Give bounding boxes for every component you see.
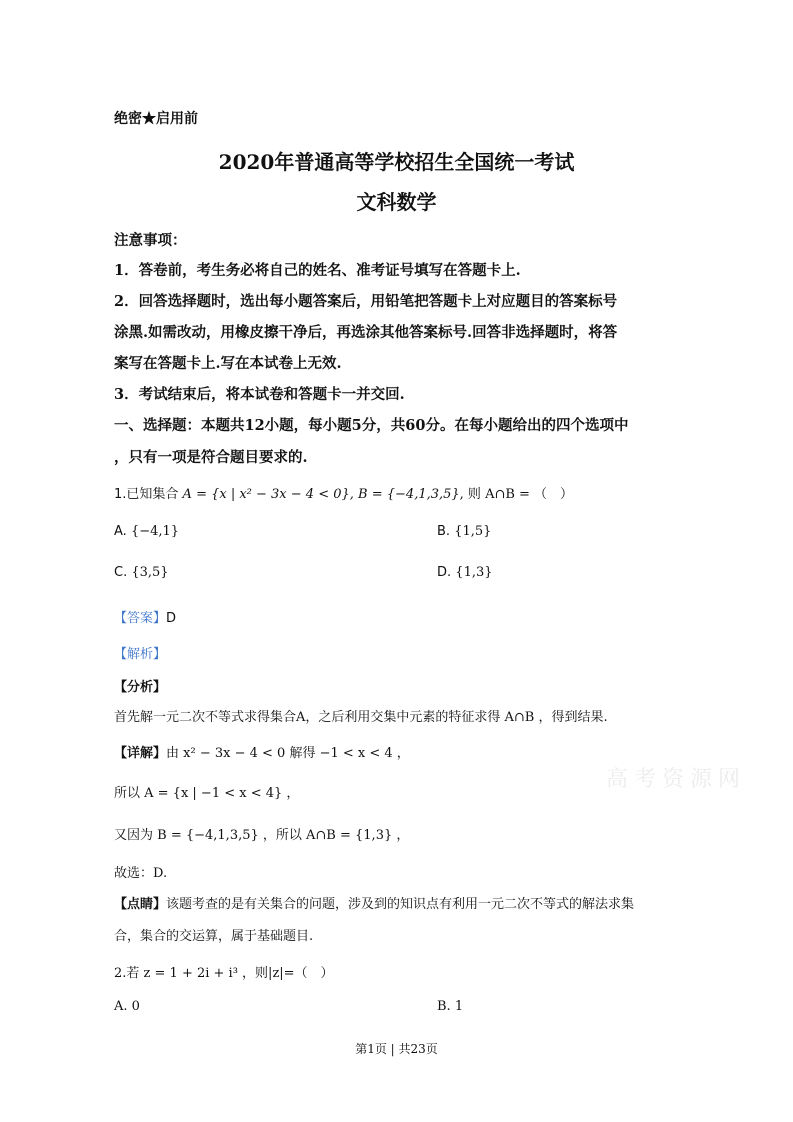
section-heading-line-2: ，只有一项是符合题目要求的.: [114, 449, 308, 466]
q1-ask: , 则 A∩B = （ ）: [459, 487, 574, 502]
q1-option-b-value: {1,5}: [454, 524, 492, 539]
q1-option-a-value: {−4,1}: [130, 524, 180, 539]
xiangjie-line: [114, 742, 410, 761]
exam-title: 2020年普通高等学校招生全国统一考试: [218, 150, 575, 174]
q1-option-a: [114, 524, 179, 539]
q1-option-c: [114, 565, 169, 580]
guxuan-line: 故选：D.: [114, 866, 168, 881]
xiangjie-tag: 【详解】: [114, 746, 167, 761]
q1-answer: [114, 607, 176, 626]
note-2-line-3: 案写在答题卡上.写在本试卷上无效.: [114, 355, 342, 372]
notes-heading: 注意事项：: [114, 232, 187, 249]
youyin-line: 又因为 B = {−4,1,3,5} ，所以 A∩B = {1,3} ，: [114, 828, 410, 843]
analysis-tag: 【解析】: [114, 647, 167, 662]
note-2-line-2: 涂黑.如需改动，用橡皮擦干净后，再选涂其他答案标号.回答非选择题时，将答: [114, 324, 618, 341]
page-footer: 第1页 | 共23页: [355, 1042, 438, 1056]
dianjing-line-1: [114, 893, 634, 912]
dianjing-line-2: 合，集合的交运算，属于基础题目.: [114, 929, 314, 944]
q1-option-a-label: A.: [114, 524, 127, 539]
fenxi-tag: 【分析】: [114, 680, 167, 695]
answer-tag: 【答案】: [114, 611, 167, 626]
note-2-line-1: 2．回答选择题时，选出每小题答案后，用铅笔把答题卡上对应题目的答案标号: [114, 293, 618, 310]
q1-option-b: [437, 524, 491, 539]
watermark: 高考资源网: [606, 767, 747, 792]
q1-option-d-value: {1,3}: [455, 565, 493, 580]
q1-option-c-value: {3,5}: [131, 565, 169, 580]
answer-value: D: [166, 611, 177, 626]
q2-stem: 2.若 z = 1 + 2i + i³ ，则|z|=（ ）: [114, 966, 334, 981]
dianjing-tag: 【点睛】: [114, 897, 167, 912]
q1-option-c-label: C.: [114, 565, 128, 580]
fenxi-text: 首先解一元二次不等式求得集合A，之后利用交集中元素的特征求得 A∩B ，得到结果.: [114, 710, 608, 725]
q1-option-d-label: D.: [437, 565, 452, 580]
section-heading-line-1: 一、选择题：本题共12小题，每小题5分，共60分。在每小题给出的四个选项中: [114, 417, 629, 434]
q2-option-b: B. 1: [437, 999, 464, 1014]
q2-option-a: A. 0: [114, 999, 140, 1014]
xiangjie-text: 由 x² − 3x − 4 < 0 解得 −1 < x < 4 ，: [166, 746, 410, 761]
exam-subtitle: 文科数学: [356, 190, 437, 214]
q1-option-d: [437, 565, 493, 580]
q1-set-a: A = {x | x² − 3x − 4 < 0}: [182, 487, 350, 502]
note-3: 3．考试结束后，将本试卷和答题卡一并交回.: [114, 386, 405, 403]
q1-set-b: , B = {−4,1,3,5}: [349, 487, 460, 502]
suoyi-line: 所以 A = {x | −1 < x < 4} ，: [114, 786, 300, 801]
q1-option-b-label: B.: [437, 524, 451, 539]
q1-stem: [114, 483, 573, 502]
dianjing-text-a: 该题考查的是有关集合的问题，涉及到的知识点有利用一元二次不等式的解法求集: [166, 897, 635, 912]
secret-label: 绝密★启用前: [114, 111, 198, 127]
note-1: 1．答卷前，考生务必将自己的姓名、准考证号填写在答题卡上.: [114, 262, 521, 279]
q1-prefix: 1.已知集合: [114, 487, 179, 502]
